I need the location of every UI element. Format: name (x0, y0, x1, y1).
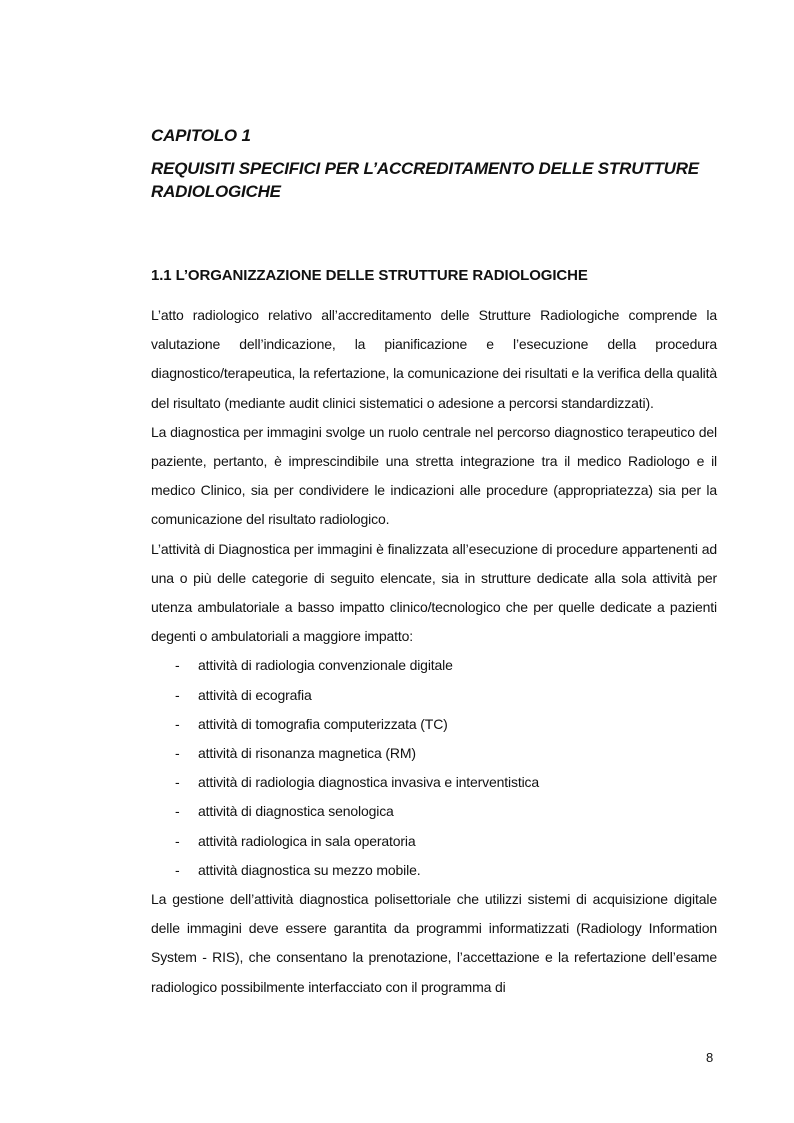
list-item-text: attività di risonanza magnetica (RM) (198, 745, 416, 762)
activity-list (151, 651, 717, 885)
dash-marker: - (175, 715, 180, 732)
list-item-text: attività diagnostica su mezzo mobile. (198, 861, 421, 878)
list-item (151, 651, 717, 680)
list-item-text: attività radiologica in sala operatoria (198, 832, 416, 849)
dash-marker: - (175, 774, 180, 791)
list-item-text: attività di diagnostica senologica (198, 803, 394, 820)
body-text (151, 301, 717, 1002)
section-title: 1.1 L’ORGANIZZAZIONE DELLE STRUTTURE RADIOLOGICHE (151, 267, 588, 284)
dash-marker: - (175, 745, 180, 762)
list-item (151, 797, 717, 826)
page-number: 8 (706, 1050, 714, 1065)
paragraph-3: L’attività di Diagnostica per immagini è finalizzata all’esecuzione di procedure appartenenti ad una o più delle categorie di seguito elencate, sia in strutture dedicate alla sola attività per utenza ambulatoriale a basso impatto clinico/tecnologico che per quelle dedicate a pazienti degenti o ambulatoriali a maggiore impatto: (151, 540, 717, 645)
dash-marker: - (175, 832, 180, 849)
list-item (151, 827, 717, 856)
paragraph-2: La diagnostica per immagini svolge un ruolo centrale nel percorso diagnostico terapeutico del paziente, pertanto, è imprescindibile una stretta integrazione tra il medico Radiologo e il medico Clinico, sia per condividere le indicazioni alle procedure (appropriatezza) sia per la comunicazione del risultato radiologico. (151, 423, 717, 528)
list-item-text: attività di ecografia (198, 686, 312, 703)
dash-marker: - (175, 803, 180, 820)
list-item (151, 710, 717, 739)
list-item (151, 739, 717, 768)
paragraph-1: L’atto radiologico relativo all’accreditamento delle Strutture Radiologiche comprende la valutazione dell’indicazione, la pianificazione e l’esecuzione della procedura diagnostico/terapeutica, la refertazione, la comunicazione dei risultati e la verifica della qualità del risultato (mediante audit clinici sistematici o adesione a percorsi standardizzati). (151, 307, 717, 411)
dash-marker: - (175, 657, 180, 674)
paragraph-closing: La gestione dell’attività diagnostica polisettoriale che utilizzi sistemi di acquisizione digitale delle immagini deve essere garantita da programmi informatizzati (Radiology Information System - RIS), che consentano la prenotazione, l’accettazione e la refertazione dell’esame radiologico possibilmente interfacciato con il programma di (151, 891, 717, 995)
list-item (151, 856, 717, 885)
list-item-text: attività di tomografia computerizzata (TC) (198, 715, 448, 732)
list-item-text: attività di radiologia convenzionale digitale (198, 657, 453, 674)
list-item (151, 768, 717, 797)
list-item-text: attività di radiologia diagnostica invasiva e interventistica (198, 774, 540, 791)
list-item (151, 681, 717, 710)
chapter-title: REQUISITI SPECIFICI PER L’ACCREDITAMENTO DELLE STRUTTURE RADIOLOGICHE (151, 159, 699, 201)
chapter-label: CAPITOLO 1 (151, 126, 251, 145)
dash-marker: - (175, 686, 180, 703)
dash-marker: - (175, 861, 180, 878)
